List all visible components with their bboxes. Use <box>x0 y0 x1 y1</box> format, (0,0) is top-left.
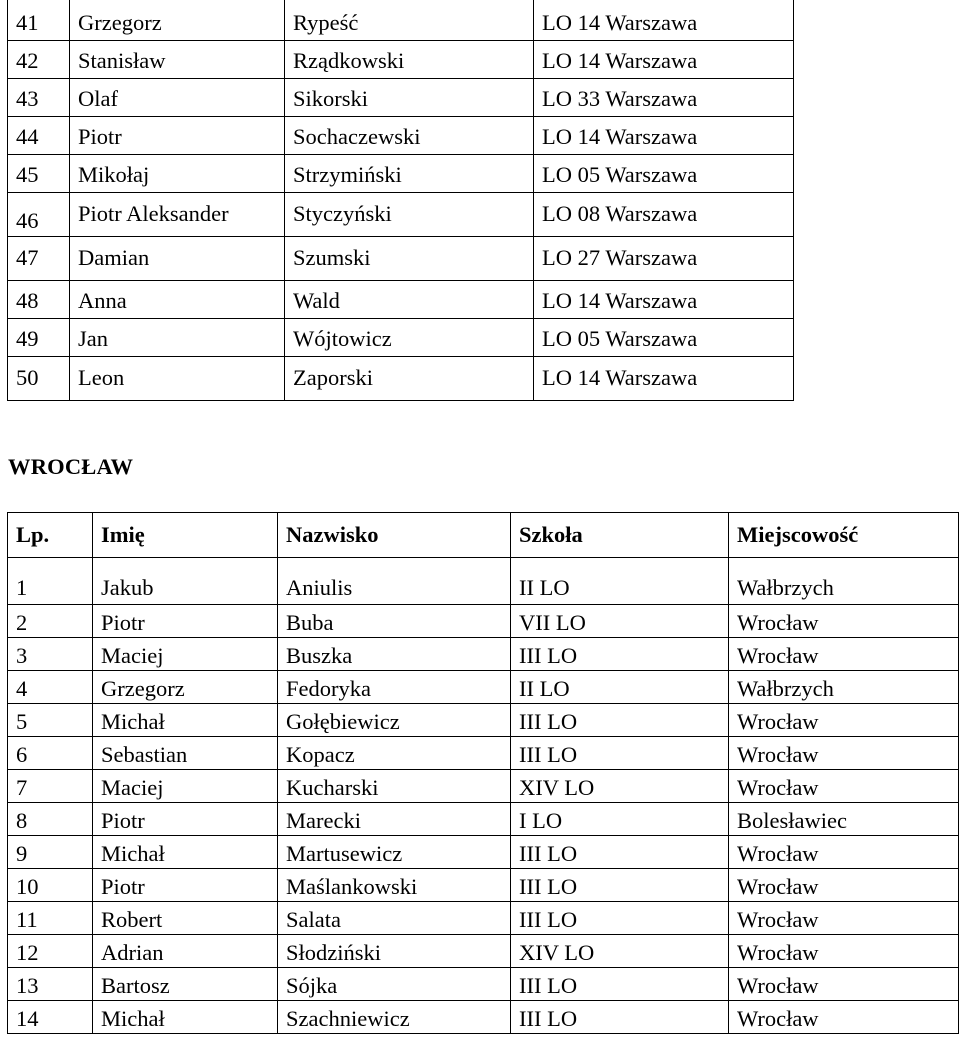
first-name-cell: Grzegorz <box>70 0 285 41</box>
table-row <box>8 869 959 902</box>
last-name-cell: Sikorski <box>285 79 534 117</box>
wroclaw-results-table <box>7 512 959 1034</box>
first-name-cell: Maciej <box>93 770 278 803</box>
school-cell: III LO <box>511 869 729 902</box>
school-cell: LO 27 Warszawa <box>534 237 794 281</box>
first-name-cell: Piotr Aleksander <box>70 193 285 237</box>
school-cell: LO 05 Warszawa <box>534 319 794 357</box>
school-cell: LO 14 Warszawa <box>534 0 794 41</box>
school-cell: III LO <box>511 1001 729 1034</box>
last-name-cell: Buba <box>278 605 511 638</box>
table-row <box>8 605 959 638</box>
last-name-cell: Słodziński <box>278 935 511 968</box>
last-name-cell: Rypeść <box>285 0 534 41</box>
table-row <box>8 319 794 357</box>
table-row <box>8 155 794 193</box>
school-cell: III LO <box>511 737 729 770</box>
last-name-cell: Maślankowski <box>278 869 511 902</box>
last-name-cell: Styczyński <box>285 193 534 237</box>
last-name-cell: Buszka <box>278 638 511 671</box>
last-name-cell: Fedoryka <box>278 671 511 704</box>
last-name-cell: Wójtowicz <box>285 319 534 357</box>
lp-cell: 9 <box>8 836 93 869</box>
table-row <box>8 237 794 281</box>
table-row <box>8 0 794 41</box>
lp-cell: 45 <box>8 155 70 193</box>
lp-cell: 11 <box>8 902 93 935</box>
school-cell: LO 14 Warszawa <box>534 357 794 401</box>
first-name-cell: Robert <box>93 902 278 935</box>
last-name-cell: Sochaczewski <box>285 117 534 155</box>
school-cell: III LO <box>511 968 729 1001</box>
school-cell: I LO <box>511 803 729 836</box>
lp-cell: 14 <box>8 1001 93 1034</box>
city-cell: Wrocław <box>729 770 959 803</box>
table-row <box>8 968 959 1001</box>
school-cell: LO 14 Warszawa <box>534 117 794 155</box>
table-row <box>8 803 959 836</box>
last-name-cell: Martusewicz <box>278 836 511 869</box>
first-name-cell: Jan <box>70 319 285 357</box>
school-cell: III LO <box>511 704 729 737</box>
table-row <box>8 836 959 869</box>
lp-cell: 1 <box>8 558 93 605</box>
school-cell: III LO <box>511 638 729 671</box>
school-cell: LO 05 Warszawa <box>534 155 794 193</box>
first-name-cell: Michał <box>93 836 278 869</box>
city-cell: Wrocław <box>729 605 959 638</box>
lp-cell: 7 <box>8 770 93 803</box>
school-cell: LO 14 Warszawa <box>534 281 794 319</box>
first-name-cell: Olaf <box>70 79 285 117</box>
first-name-cell: Adrian <box>93 935 278 968</box>
first-name-cell: Leon <box>70 357 285 401</box>
last-name-cell: Gołębiewicz <box>278 704 511 737</box>
table-row <box>8 935 959 968</box>
school-cell: III LO <box>511 902 729 935</box>
first-name-cell: Damian <box>70 237 285 281</box>
first-name-cell: Sebastian <box>93 737 278 770</box>
table-row <box>8 770 959 803</box>
header-lp: Lp. <box>8 513 93 558</box>
city-cell: Wrocław <box>729 836 959 869</box>
lp-cell: 42 <box>8 41 70 79</box>
lp-cell: 5 <box>8 704 93 737</box>
table-header-row <box>8 513 959 558</box>
lp-cell: 44 <box>8 117 70 155</box>
last-name-cell: Rządkowski <box>285 41 534 79</box>
first-name-cell: Piotr <box>93 803 278 836</box>
school-cell: LO 33 Warszawa <box>534 79 794 117</box>
last-name-cell: Szachniewicz <box>278 1001 511 1034</box>
table-row <box>8 737 959 770</box>
lp-cell: 49 <box>8 319 70 357</box>
city-cell: Bolesławiec <box>729 803 959 836</box>
table-row <box>8 558 959 605</box>
lp-cell: 43 <box>8 79 70 117</box>
city-cell: Wrocław <box>729 935 959 968</box>
city-cell: Wrocław <box>729 737 959 770</box>
lp-cell: 6 <box>8 737 93 770</box>
last-name-cell: Strzymiński <box>285 155 534 193</box>
city-cell: Wrocław <box>729 1001 959 1034</box>
table-row <box>8 117 794 155</box>
lp-cell: 47 <box>8 237 70 281</box>
lp-cell: 3 <box>8 638 93 671</box>
lp-cell: 46 <box>8 193 70 237</box>
first-name-cell: Michał <box>93 704 278 737</box>
first-name-cell: Grzegorz <box>93 671 278 704</box>
lp-cell: 8 <box>8 803 93 836</box>
table-row <box>8 79 794 117</box>
first-name-cell: Stanisław <box>70 41 285 79</box>
table-row <box>8 357 794 401</box>
school-cell: VII LO <box>511 605 729 638</box>
last-name-cell: Aniulis <box>278 558 511 605</box>
lp-cell: 48 <box>8 281 70 319</box>
school-cell: XIV LO <box>511 935 729 968</box>
lp-cell: 50 <box>8 357 70 401</box>
last-name-cell: Sójka <box>278 968 511 1001</box>
section-title-wroclaw: WROCŁAW <box>8 454 134 479</box>
last-name-cell: Zaporski <box>285 357 534 401</box>
school-cell: LO 14 Warszawa <box>534 41 794 79</box>
header-school: Szkoła <box>511 513 729 558</box>
warsaw-results-table <box>7 0 794 401</box>
lp-cell: 10 <box>8 869 93 902</box>
last-name-cell: Kucharski <box>278 770 511 803</box>
table-row <box>8 638 959 671</box>
table-row <box>8 281 794 319</box>
school-cell: III LO <box>511 836 729 869</box>
school-cell: XIV LO <box>511 770 729 803</box>
lp-cell: 13 <box>8 968 93 1001</box>
first-name-cell: Mikołaj <box>70 155 285 193</box>
last-name-cell: Kopacz <box>278 737 511 770</box>
first-name-cell: Piotr <box>93 869 278 902</box>
city-cell: Wrocław <box>729 869 959 902</box>
last-name-cell: Wald <box>285 281 534 319</box>
last-name-cell: Szumski <box>285 237 534 281</box>
lp-cell: 12 <box>8 935 93 968</box>
first-name-cell: Piotr <box>93 605 278 638</box>
header-last-name: Nazwisko <box>278 513 511 558</box>
school-cell: LO 08 Warszawa <box>534 193 794 237</box>
city-cell: Wrocław <box>729 968 959 1001</box>
first-name-cell: Anna <box>70 281 285 319</box>
header-city: Miejscowość <box>729 513 959 558</box>
city-cell: Wrocław <box>729 902 959 935</box>
first-name-cell: Maciej <box>93 638 278 671</box>
school-cell: II LO <box>511 558 729 605</box>
city-cell: Wałbrzych <box>729 558 959 605</box>
first-name-cell: Piotr <box>70 117 285 155</box>
lp-cell: 4 <box>8 671 93 704</box>
city-cell: Wrocław <box>729 704 959 737</box>
table-row <box>8 1001 959 1034</box>
table-row <box>8 902 959 935</box>
first-name-cell: Jakub <box>93 558 278 605</box>
header-first-name: Imię <box>93 513 278 558</box>
city-cell: Wałbrzych <box>729 671 959 704</box>
table-row <box>8 671 959 704</box>
last-name-cell: Salata <box>278 902 511 935</box>
table-row <box>8 41 794 79</box>
last-name-cell: Marecki <box>278 803 511 836</box>
lp-cell: 41 <box>8 0 70 41</box>
first-name-cell: Bartosz <box>93 968 278 1001</box>
first-name-cell: Michał <box>93 1001 278 1034</box>
table-row <box>8 704 959 737</box>
table-row <box>8 193 794 237</box>
lp-cell: 2 <box>8 605 93 638</box>
school-cell: II LO <box>511 671 729 704</box>
city-cell: Wrocław <box>729 638 959 671</box>
